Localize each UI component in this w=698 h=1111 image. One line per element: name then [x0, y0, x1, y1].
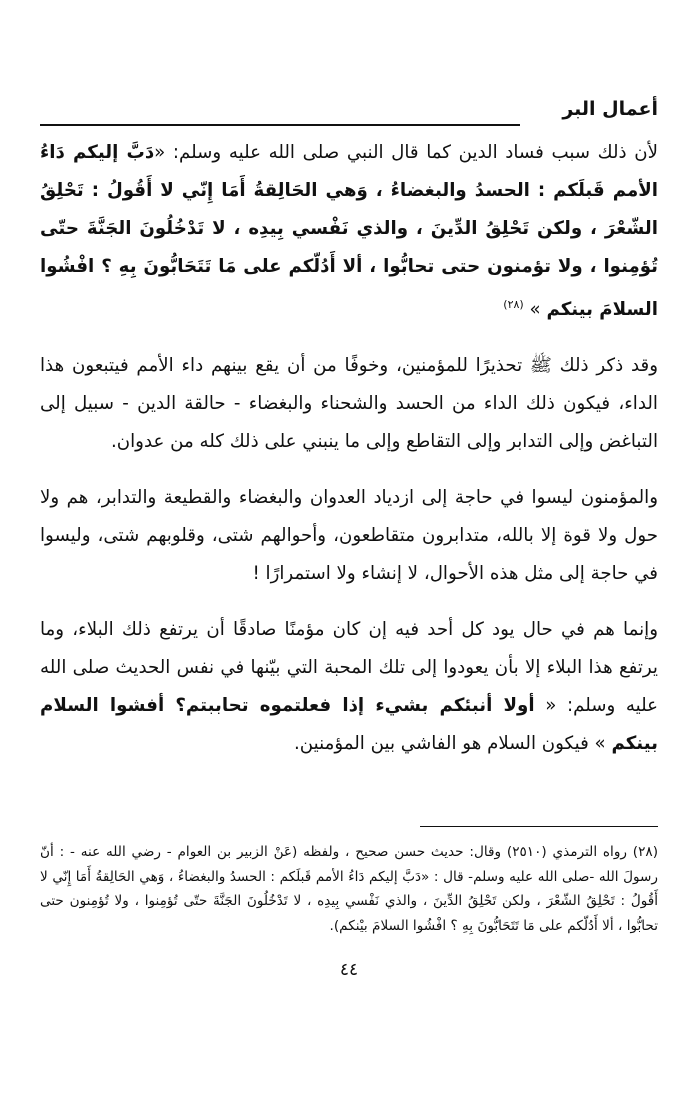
paragraph-3: والمؤمنون ليسوا في حاجة إلى ازدياد العدوان والبغضاء والقطيعة والتدابر، هم ولا حول ولا قوة إلا بالله، متدابرون متقاطعون، وأحوالهم شتى، وقلوبهم شتى، وليسوا في حاجة إلى مثل هذه الأحوال، لا إنشاء ولا استمرارًا !: [40, 487, 658, 585]
running-title: أعمال البر: [562, 98, 658, 120]
page-number: ٤٤: [339, 960, 359, 980]
paragraph-4: [40, 611, 658, 763]
main-text: [40, 134, 658, 781]
paragraph-4-close: » فيكون السلام هو الفاشي بين المؤمنين.: [293, 733, 612, 755]
header-rule: [40, 124, 520, 126]
footnote-reference: (٢٨): [503, 298, 524, 311]
running-header: [40, 98, 658, 126]
footnote-rule: [420, 826, 658, 827]
paragraph-2: وقد ذكر ذلك ﷺ تحذيرًا للمؤمنين، وخوفًا من أن يقع بينهم داء الأمم فيتبعون هذا الداء، فيكون ذلك الداء من الحسد والشحناء والبغضاء - حالقة الدين - سبيل إلى التباغض وإلى التدابر وإلى التقاطع وإلى ما ينبني على ذلك كله من عدوان.: [40, 355, 658, 453]
paragraph-1-close: »: [529, 299, 547, 321]
paragraph-1-intro: لأن ذلك سبب فساد الدين كما قال النبي صلى الله عليه وسلم: «: [154, 142, 659, 163]
paragraph-1-hadith: دَبَّ إليكم دَاءُ الأمم قَبلَكم : الحسدُ والبغضاءُ ، وَهي الحَالِقةُ أَمَا إِنّي لا أَقُولُ : تَحْلِقُ الشّعْرَ ، ولكن تَحْلِقُ الدِّينَ ، والذي نَفْسي بِيدِه ، لا تَدْخُلُونَ الجَنَّةَ حتّى تُؤمِنوا ، ولا تؤمنون حتى تحابُّوا ، ألا أَدُلّكم على مَا تَتَحَابُّونَ بِهِ ؟ افْشُوا السلامَ بينكم: [40, 142, 658, 321]
paragraph-1: [40, 134, 658, 329]
paragraph-4-intro: وإنما هم في حال يود كل أحد فيه إن كان مؤمنًا صادقًا أن يرتفع ذلك البلاء، وما يرتفع هذا البلاء إلا بأن يعودوا إلى تلك المحبة التي بيّنها في نفس الحديث صلى الله عليه وسلم: «: [40, 619, 658, 717]
footnote: (٢٨) رواه الترمذي (٢٥١٠) وقال: حديث حسن صحيح ، ولفظه (عَنْ الزبير بن العوام - رضي الله عنه - : أنّ رسولَ الله -صلى الله عليه وسلم- قال : «دَبَّ إليكم دَاءُ الأمم قَبلَكم : الحسدُ والبغضاءُ ، وَهي الحَالِقةُ أَمَا إِنّي لا أَقُولُ : تَحْلِقُ الشّعْرَ ، ولكن تَحْلِقُ الدِّينَ ، والذي نَفْسي بِيدِه ، لا تَدْخُلُونَ الجَنَّةَ حتّى تُؤمِنوا ، ولا تُؤمِنون حتى تحابُّوا ، ألا أَدُلّكم على مَا تَتَحَابُّونَ بِهِ ؟ افْشُوا السلامَ بيْنكم).: [40, 844, 658, 934]
paragraph-4-hadith: أولا أنبئكم بشيء إذا فعلتموه تحاببتم؟ أفشوا السلام بينكم: [40, 695, 658, 755]
